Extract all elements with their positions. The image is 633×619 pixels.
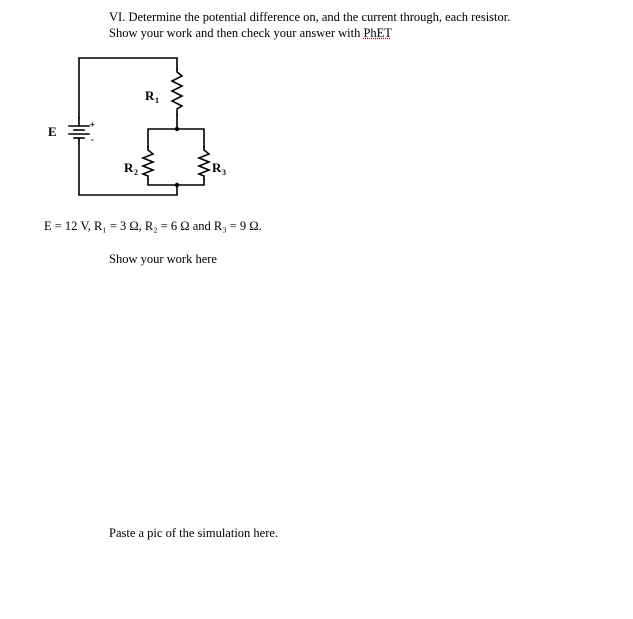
given-values: E = 12 V, R₁ = 3 Ω, R₂ = 6 Ω and R₃ = 9 Ω. bbox=[44, 219, 262, 233]
resistor-r1-subscript: 1 bbox=[155, 96, 159, 105]
resistor-r1-symbol bbox=[172, 69, 182, 115]
wire-top bbox=[79, 58, 177, 118]
resistor-r2-label: R bbox=[124, 160, 134, 175]
paste-prompt: Paste a pic of the simulation here. bbox=[109, 526, 279, 540]
question-line-2-text: Show your work and then check your answer with bbox=[109, 26, 364, 40]
resistor-r2-symbol bbox=[143, 147, 153, 179]
junction-dot-bottom bbox=[175, 183, 179, 187]
battery-minus-sign: - bbox=[91, 135, 94, 144]
resistor-r1-label: R bbox=[145, 88, 155, 103]
battery-label: E bbox=[48, 124, 57, 139]
work-prompt: Show your work here bbox=[109, 252, 217, 266]
question-line-1: VI. Determine the potential difference on, and the current through, each resistor. bbox=[109, 10, 511, 24]
resistor-r3-label: R bbox=[212, 160, 222, 175]
battery-plus-sign: + bbox=[90, 120, 95, 129]
resistor-r2-subscript: 2 bbox=[134, 168, 138, 177]
junction-dot-top bbox=[175, 127, 179, 131]
phet-link[interactable]: PhET bbox=[363, 26, 392, 40]
resistor-r3-symbol bbox=[199, 147, 209, 179]
resistor-r3-subscript: 3 bbox=[222, 168, 226, 177]
wire-parallel-top bbox=[148, 115, 204, 147]
